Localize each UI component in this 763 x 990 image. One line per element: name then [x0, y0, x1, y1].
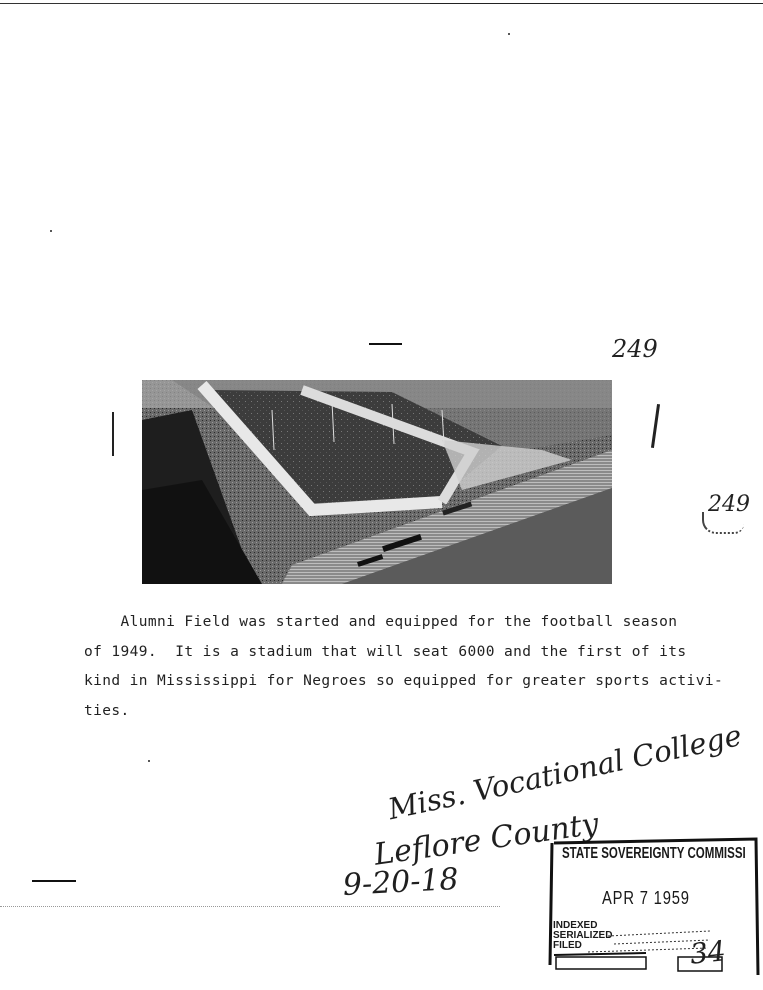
stamp-date: APR 7 1959 [602, 888, 690, 908]
caption-line: Alumni Field was started and equipped for the football season [84, 614, 678, 630]
stadium-aerial-photo-icon [142, 380, 612, 584]
page-number-handwritten: 249 [612, 335, 658, 363]
stamp-handwritten-number: 34 [688, 934, 728, 971]
page-number-side: 249 [708, 492, 750, 517]
bracket-mark [702, 512, 744, 534]
speck [50, 230, 52, 232]
margin-mark-right [651, 404, 660, 448]
handwritten-college: Miss. Vocational College [385, 718, 745, 827]
handwritten-county: Leflore County [372, 806, 601, 873]
speck [148, 760, 150, 762]
dash-mark-left [32, 880, 76, 882]
caption-line: kind in Mississippi for Negroes so equipped for greater sports activi- [84, 673, 724, 689]
speck [508, 33, 510, 35]
caption-line: ties. [84, 702, 130, 719]
stamp-serialized: SERIALIZED [553, 930, 613, 941]
stamp-title: STATE SOVEREIGNTY COMMISSI [562, 845, 746, 862]
caption-text [84, 608, 724, 726]
stamp-filed: FILED [553, 940, 582, 951]
caption-line: of 1949. It is a stadium that will seat 6000 and the first of its [84, 643, 687, 660]
stamp-indexed: INDEXED [553, 920, 598, 931]
dash-mark [369, 343, 402, 345]
faint-rule [0, 906, 500, 907]
margin-mark-left [112, 412, 114, 456]
handwritten-date: 9-20-18 [342, 861, 460, 903]
top-rule-right [430, 3, 763, 4]
